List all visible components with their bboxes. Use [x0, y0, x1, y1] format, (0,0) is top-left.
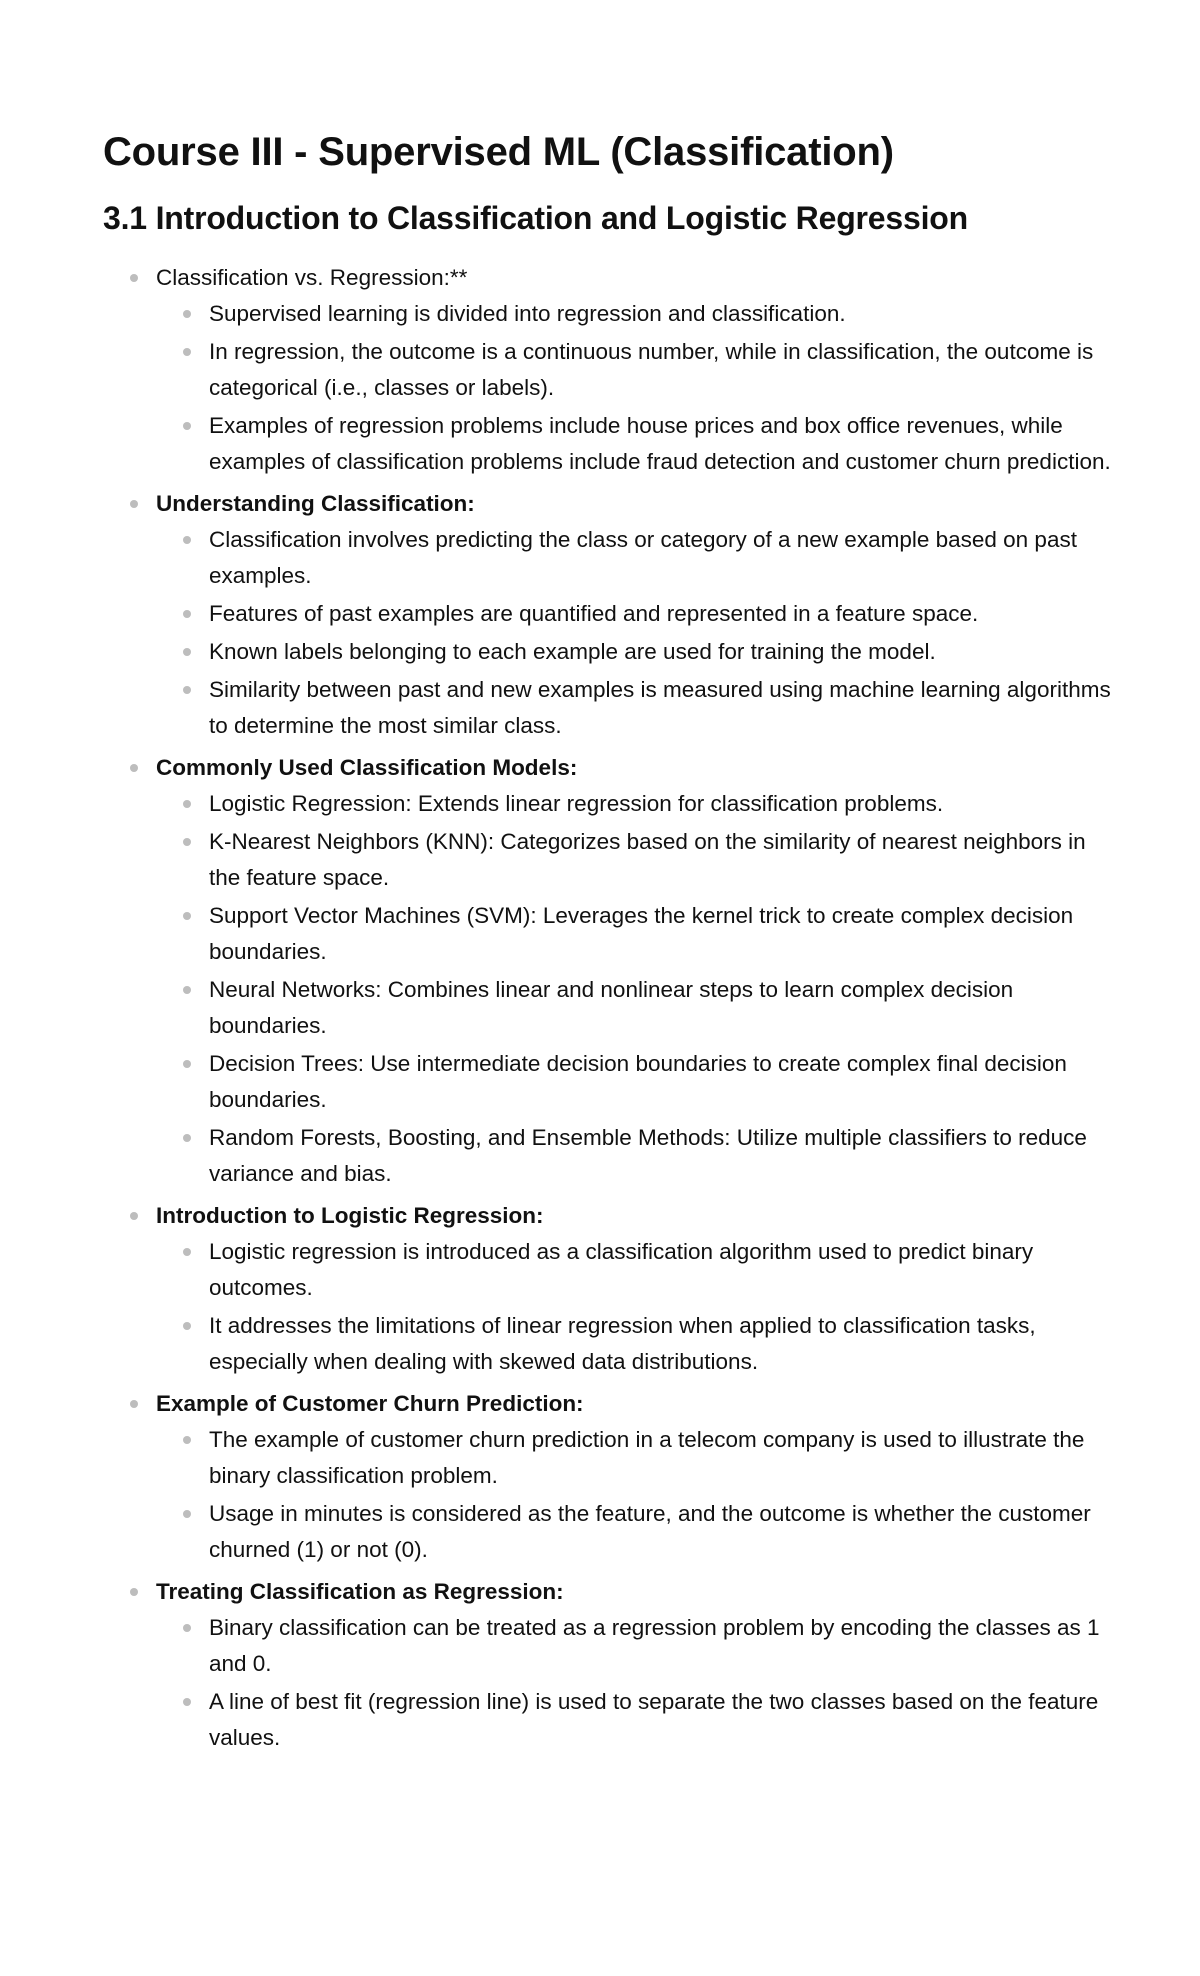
- bullet-icon: [183, 1134, 191, 1142]
- list-item-text: In regression, the outcome is a continuous number, while in classification, the outcome is categorical (i.e., classes or labels).: [209, 339, 1094, 400]
- bullet-icon: [183, 1248, 191, 1256]
- list-item: [156, 898, 1113, 970]
- list-item-text: Features of past examples are quantified and represented in a feature space.: [209, 601, 979, 626]
- bullet-icon: [183, 1436, 191, 1444]
- bullet-icon: [130, 500, 138, 508]
- list-item-text: Examples of regression problems include house prices and box office revenues, while examples of classification problems include fraud detection and customer churn prediction.: [209, 413, 1111, 474]
- list-item-text: Support Vector Machines (SVM): Leverages the kernel trick to create complex decision boundaries.: [209, 903, 1074, 964]
- list-item-text: Usage in minutes is considered as the feature, and the outcome is whether the customer churned (1) or not (0).: [209, 1501, 1091, 1562]
- list-item: [156, 1120, 1113, 1192]
- list-item: [156, 1684, 1113, 1756]
- list-item: [156, 672, 1113, 744]
- bullet-icon: [183, 348, 191, 356]
- bullet-icon: [183, 686, 191, 694]
- bullet-icon: [183, 422, 191, 430]
- list-item-text: Supervised learning is divided into regression and classification.: [209, 301, 846, 326]
- sub-list: [156, 1422, 1113, 1568]
- bullet-icon: [183, 610, 191, 618]
- bullet-icon: [130, 764, 138, 772]
- list-item: [156, 1046, 1113, 1118]
- section-heading: Classification vs. Regression:**: [156, 265, 468, 290]
- bullet-icon: [183, 1698, 191, 1706]
- document-page: [103, 120, 1113, 1762]
- list-item-text: Decision Trees: Use intermediate decision boundaries to create complex final decision boundaries.: [209, 1051, 1067, 1112]
- page-title: Course III - Supervised ML (Classification): [103, 130, 894, 174]
- list-item: [156, 596, 1113, 632]
- list-item: [156, 1422, 1113, 1494]
- list-item-text: Logistic regression is introduced as a classification algorithm used to predict binary outcomes.: [209, 1239, 1034, 1300]
- outline-section: [103, 260, 1113, 480]
- bullet-icon: [183, 648, 191, 656]
- list-item: [156, 1496, 1113, 1568]
- list-item-text: It addresses the limitations of linear regression when applied to classification tasks, especially when dealing with skewed data distributions.: [209, 1313, 1036, 1374]
- list-item: [156, 522, 1113, 594]
- bullet-icon: [183, 912, 191, 920]
- outline-section: [103, 750, 1113, 1192]
- bullet-icon: [183, 1510, 191, 1518]
- section-heading: Commonly Used Classification Models:: [156, 755, 578, 780]
- outline-section: [103, 486, 1113, 744]
- bullet-icon: [130, 1588, 138, 1596]
- section-heading: Introduction to Logistic Regression:: [156, 1203, 544, 1228]
- list-item: [156, 1234, 1113, 1306]
- outline-section: [103, 1386, 1113, 1568]
- list-item: [156, 334, 1113, 406]
- list-item-text: Similarity between past and new examples is measured using machine learning algorithms to determine the most similar class.: [209, 677, 1111, 738]
- bullet-icon: [183, 536, 191, 544]
- section-heading: Understanding Classification:: [156, 491, 475, 516]
- list-item-text: Logistic Regression: Extends linear regression for classification problems.: [209, 791, 944, 816]
- sub-list: [156, 786, 1113, 1192]
- bullet-icon: [183, 1322, 191, 1330]
- list-item-text: Neural Networks: Combines linear and nonlinear steps to learn complex decision boundaries.: [209, 977, 1014, 1038]
- list-item: [156, 1610, 1113, 1682]
- list-item-text: Binary classification can be treated as a regression problem by encoding the classes as 1 and 0.: [209, 1615, 1100, 1676]
- list-item-text: Random Forests, Boosting, and Ensemble Methods: Utilize multiple classifiers to reduce variance and bias.: [209, 1125, 1087, 1186]
- list-item: [156, 634, 1113, 670]
- bullet-icon: [130, 1212, 138, 1220]
- section-heading: Example of Customer Churn Prediction:: [156, 1391, 584, 1416]
- list-item: [156, 296, 1113, 332]
- section-title: 3.1 Introduction to Classification and Logistic Regression: [103, 200, 968, 236]
- sub-list: [156, 1234, 1113, 1380]
- bullet-icon: [183, 1060, 191, 1068]
- sub-list: [156, 1610, 1113, 1756]
- sub-list: [156, 522, 1113, 744]
- list-item-text: Known labels belonging to each example are used for training the model.: [209, 639, 936, 664]
- list-item-text: The example of customer churn prediction in a telecom company is used to illustrate the binary classification problem.: [209, 1427, 1085, 1488]
- list-item: [156, 972, 1113, 1044]
- outline-list: [103, 260, 1113, 1756]
- list-item: [156, 824, 1113, 896]
- bullet-icon: [183, 800, 191, 808]
- list-item: [156, 408, 1113, 480]
- outline-section: [103, 1574, 1113, 1756]
- list-item: [156, 1308, 1113, 1380]
- bullet-icon: [130, 274, 138, 282]
- bullet-icon: [130, 1400, 138, 1408]
- outline-section: [103, 1198, 1113, 1380]
- section-heading: Treating Classification as Regression:: [156, 1579, 564, 1604]
- list-item-text: K-Nearest Neighbors (KNN): Categorizes based on the similarity of nearest neighbors in the feature space.: [209, 829, 1086, 890]
- bullet-icon: [183, 986, 191, 994]
- bullet-icon: [183, 838, 191, 846]
- list-item-text: A line of best fit (regression line) is used to separate the two classes based on the feature values.: [209, 1689, 1099, 1750]
- list-item: [156, 786, 1113, 822]
- sub-list: [156, 296, 1113, 480]
- bullet-icon: [183, 310, 191, 318]
- list-item-text: Classification involves predicting the class or category of a new example based on past examples.: [209, 527, 1077, 588]
- bullet-icon: [183, 1624, 191, 1632]
